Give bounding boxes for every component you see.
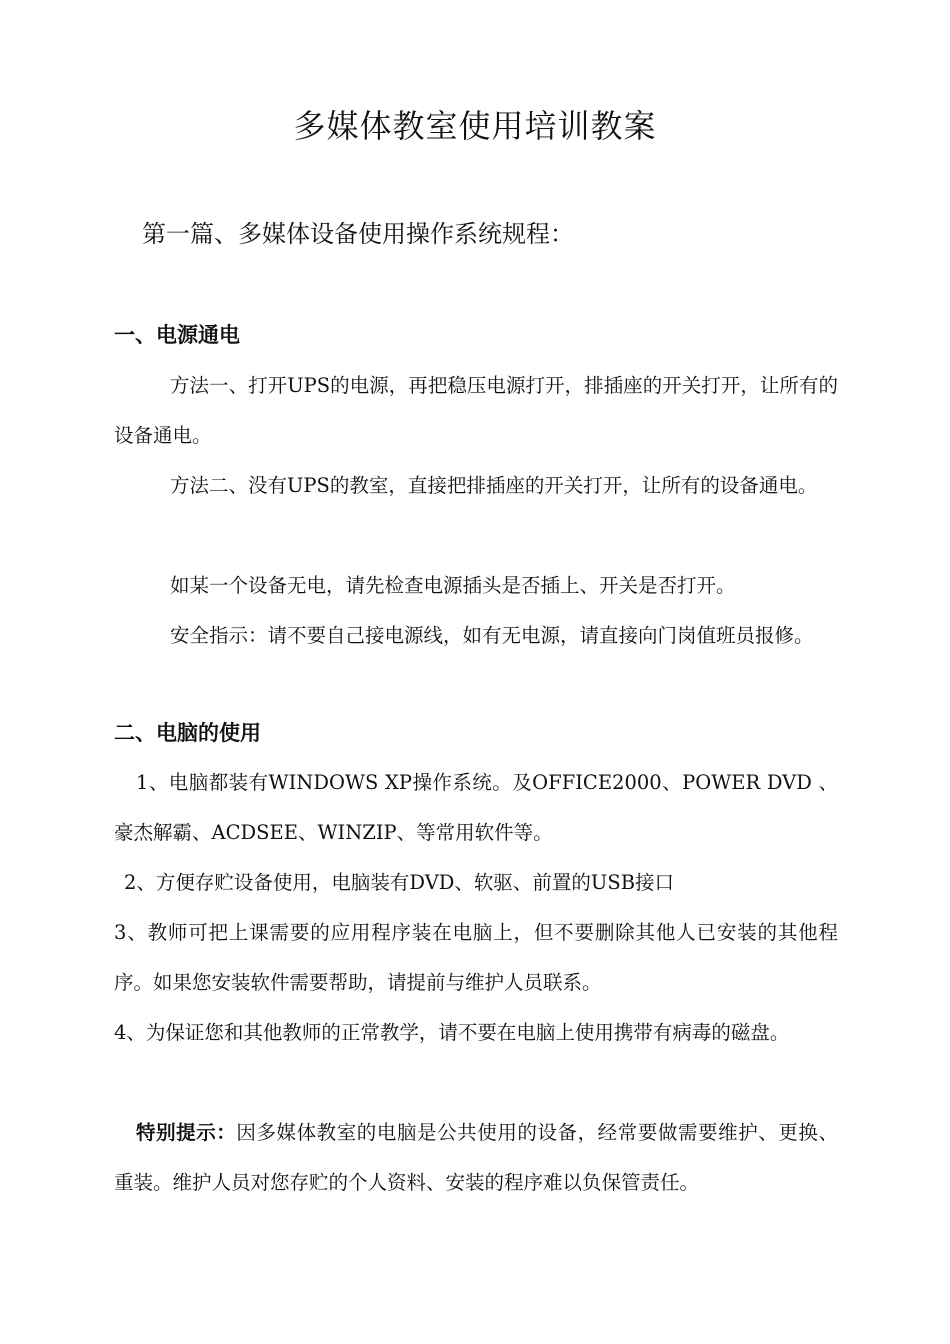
document-title: 多媒体教室使用培训教案 (293, 107, 657, 145)
special-tip-text: 因多媒体教室的电脑是公共使用的设备，经常要做需要维护、更换、重装。维护人员对您存贮的个人资料、安装的程序难以负保管责任。 (114, 1121, 838, 1194)
list-item-virus-warning: 4、为保证您和其他教师的正常教学，请不要在电脑上使用携带有病毒的磁盘。 (114, 1021, 790, 1044)
paragraph-special-tip (114, 1108, 838, 1208)
part-title: 第一篇、多媒体设备使用操作系统规程： (142, 220, 574, 248)
special-tip-label: 特别提示： (136, 1121, 237, 1144)
paragraph-method-one: 方法一、打开UPS的电源，再把稳压电源打开，排插座的开关打开，让所有的设备通电。 (114, 374, 838, 447)
paragraph-method-two: 方法二、没有UPS的教室，直接把排插座的开关打开，让所有的设备通电。 (170, 474, 818, 497)
list-item-install-programs: 3、教师可把上课需要的应用程序装在电脑上，但不要删除其他人已安装的其他程序。如果您安装软件需要帮助，请提前与维护人员联系。 (114, 921, 838, 994)
paragraph-no-power-check: 如某一个设备无电，请先检查电源插头是否插上、开关是否打开。 (170, 574, 736, 597)
list-item-software: 1、电脑都装有WINDOWS XP操作系统。及OFFICE2000、POWER DVD 、豪杰解霸、ACDSEE、WINZIP、等常用软件等。 (114, 771, 838, 844)
section-heading-power: 一、电源通电 (114, 323, 240, 347)
paragraph-safety-instruction: 安全指示：请不要自己接电源线，如有无电源，请直接向门岗值班员报修。 (170, 624, 814, 647)
section-heading-computer: 二、电脑的使用 (114, 721, 261, 745)
list-item-storage: 2、方便存贮设备使用，电脑装有DVD、软驱、前置的USB接口 (124, 871, 675, 894)
